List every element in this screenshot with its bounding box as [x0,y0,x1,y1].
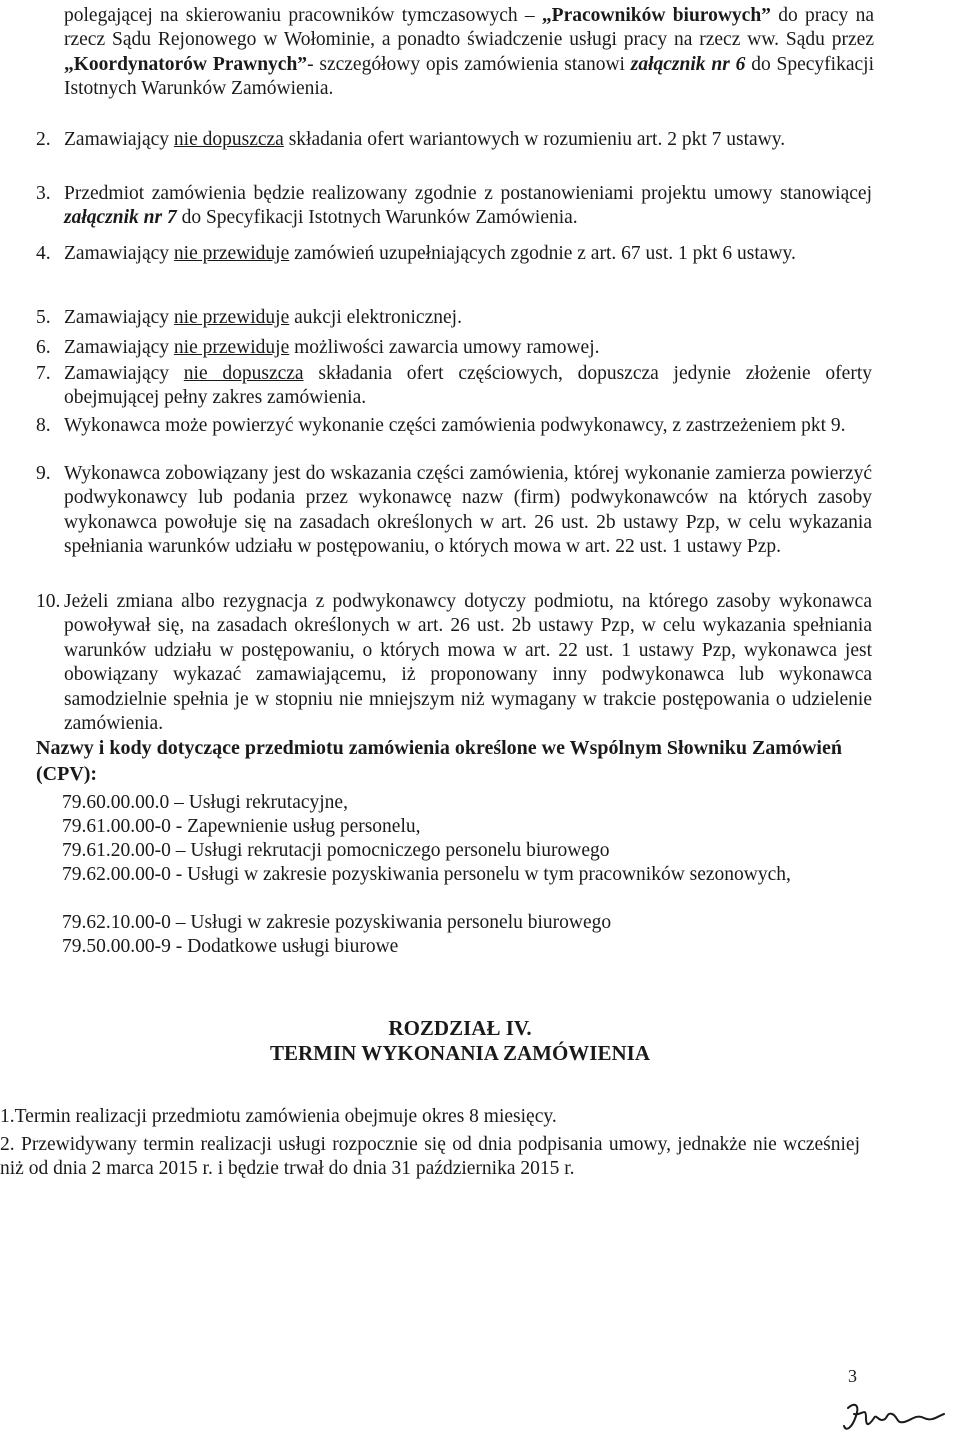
intro-text-2: do pracy na rzecz Sądu Rejonowego w Wołominie, a ponadto świadczenie usługi pracy na rzecz ww. Sądu przez [64,5,874,51]
intro-bold-office-workers: „Pracowników biurowych” [541,5,771,26]
list-item-6 [36,336,872,360]
list-item-text: składania ofert wariantowych w rozumieniu art. 2 pkt 7 ustawy. [283,129,786,150]
list-item-text: Wykonawca zobowiązany jest do wskazania części zamówienia, której wykonanie zamierza powierzyć podwykonawcy lub podania przez wykonawcę nazw (firm) podwykonawców na których zasoby wykonawca powołuje się na zasadach określonych w art. 26 ust. 2b ustawy Pzp, w celu wykazania spełniania warunków udziału w postępowaniu, o których mowa w art. 22 ust. 1 ustawy Pzp. [64,463,872,558]
intro-paragraph [64,4,874,102]
list-item-text: składania ofert częściowych, dopuszcza jedynie złożenie oferty obejmującej pełny zakres zamówienia. [64,363,872,409]
cpv-line: 79.61.00.00-0 - Zapewnienie usług personelu, [62,816,421,837]
list-item-3 [36,182,872,229]
list-item-number: 2. [36,129,51,150]
chapter-number: ROZDZIAŁ IV. [388,1016,532,1040]
list-item-underline: nie przewiduje [173,307,290,328]
list-item-9 [36,462,872,558]
list-item-text: Wykonawca może powierzyć wykonanie części zamówienia podwykonawcy, z zastrzeżeniem pkt 9. [64,415,846,436]
cpv-line: 79.61.20.00-0 – Usługi rekrutacji pomocniczego personelu biurowego [62,840,610,861]
term-paragraph-2: 2. Przewidywany termin realizacji usługi rozpocznie się od dnia podpisania umowy, jednakże nie wcześniej niż od dnia 2 marca 2015 r. i będzie trwał do dnia 31 października 2015 r. [0,1134,860,1180]
list-item-number: 9. [36,463,51,484]
list-item-text: Zamawiający [64,307,174,328]
intro-bold-legal-coordinators: „Koordynatorów Prawnych” [64,53,308,75]
list-item-7 [36,362,872,409]
list-item-number: 7. [36,363,51,384]
intro-text-4: do Specyfikacji Istotnych Warunków Zamówienia. [64,53,874,100]
list-item-number: 5. [36,307,51,328]
cpv-line: 79.50.00.00-9 - Dodatkowe usługi biurowe [62,936,399,957]
list-item-text: Zamawiający [64,129,174,150]
list-item-text: aukcji elektronicznej. [289,307,462,328]
cpv-line: 79.62.10.00-0 – Usługi w zakresie pozyskiwania personelu biurowego [62,912,612,933]
list-item-text: możliwości zawarcia umowy ramowej. [289,337,600,358]
page-number: 3 [848,1366,857,1386]
list-item-8 [36,414,872,438]
list-item-10 [36,590,872,735]
list-item-number: 10. [36,591,61,612]
intro-text-3: - szczegółowy opis zamówienia stanowi [307,53,631,75]
intro-attachment-ref: załącznik nr 6 [630,53,746,75]
list-item-number: 8. [36,415,51,436]
cpv-heading: Nazwy i kody dotyczące przedmiotu zamówienia określone we Wspólnym Słowniku Zamówień (CPV): [36,737,842,785]
list-item-text: Jeżeli zmiana albo rezygnacja z podwykonawcy dotyczy podmiotu, na którego zasoby wykonawca powoływał się, na zasadach określonych w art. 26 ust. 2b ustawy Pzp, w celu wykazania spełniania warunków udziału w postępowaniu, o których mowa w art. 22 ust. 1 ustawy Pzp, wykonawca jest obowiązany wykazać zamawiającemu, iż proponowany inny podwykonawca lub wykonawca samodzielnie spełnia je w stopniu nie mniejszym niż wymagany w trakcie postępowania o udzielenie zamówienia. [64,591,872,735]
list-item-4 [36,242,872,266]
list-item-number: 3. [36,183,51,204]
list-item-text: Zamawiający [64,337,174,358]
list-item-text: zamówień uzupełniających zgodnie z art. 67 ust. 1 pkt 6 ustawy. [289,243,796,264]
list-item-number: 6. [36,337,51,358]
list-item-underline: nie dopuszcza [183,363,304,384]
list-item-underline: nie przewiduje [173,243,290,264]
list-item-text: Zamawiający [64,243,174,264]
list-item-text: Przedmiot zamówienia będzie realizowany zgodnie z postanowieniami projektu umowy stanowiącej [64,183,872,204]
list-item-attachment-ref: załącznik nr 7 [64,207,177,229]
list-item-number: 4. [36,243,51,264]
list-item-text: do Specyfikacji Istotnych Warunków Zamówienia. [176,207,578,229]
list-item-2 [36,128,872,152]
list-item-underline: nie dopuszcza [173,129,284,150]
list-item-5 [36,306,872,330]
term-paragraph-1: 1.Termin realizacji przedmiotu zamówienia obejmuje okres 8 miesięcy. [0,1106,557,1127]
chapter-title: TERMIN WYKONANIA ZAMÓWIENIA [270,1041,650,1065]
signature-image [840,1398,950,1438]
cpv-line: 79.60.00.00.0 – Usługi rekrutacyjne, [62,792,348,813]
list-item-text: Zamawiający [64,363,184,384]
list-item-underline: nie przewiduje [173,337,290,358]
cpv-line: 79.62.00.00-0 - Usługi w zakresie pozyskiwania personelu w tym pracowników sezonowych, [62,864,791,885]
intro-text-1: polegającej na skierowaniu pracowników tymczasowych – [64,5,542,26]
